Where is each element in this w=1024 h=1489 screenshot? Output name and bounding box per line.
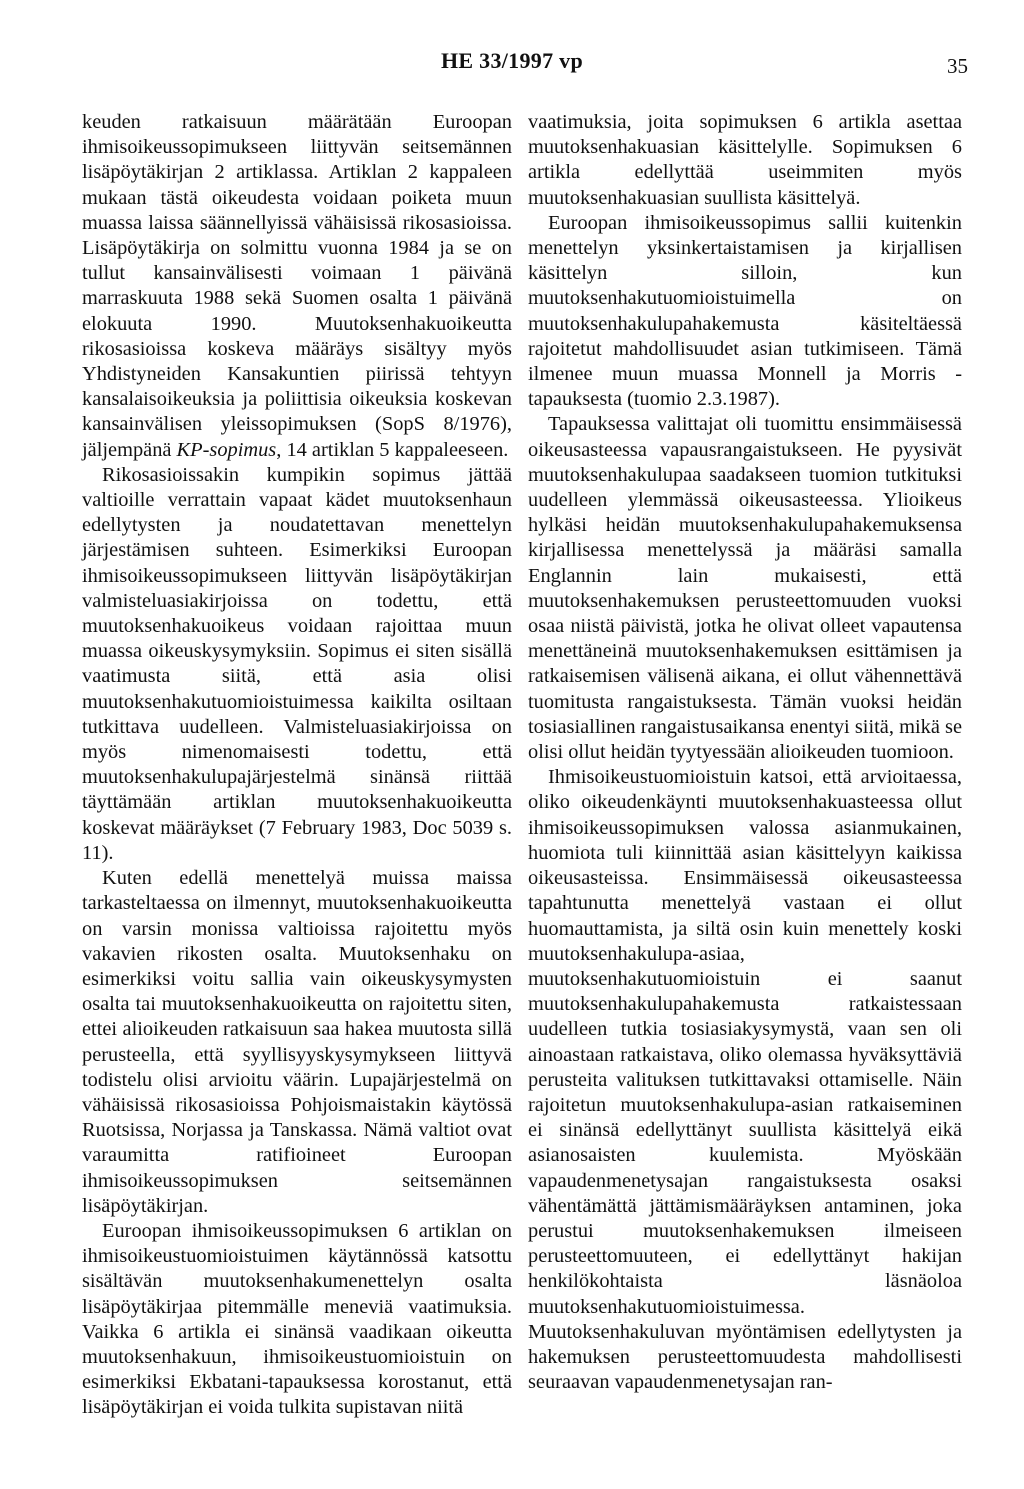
paragraph: keuden ratkaisuun määrätään Euroopan ihmisoikeussopimukseen liittyvän seitsemännen lisäpöytäkirjan 2 artiklassa. Artiklan 2 kappaleen mukaan tästä oikeudesta voidaan poiketa muun muassa laissa säännellyissä vähäisissä rikosasioissa. Lisäpöytäkirja on solmittu vuonna 1984 ja se on tullut kansainvälisesti voimaan 1 päivänä marraskuuta 1988 sekä Suomen osalta 1 päivänä elokuuta 1990. Muutoksenhakuoikeutta rikosasioissa koskeva määräys sisältyy myös Yhdistyneiden Kansakuntien piirissä tehtyyn kansalaisoikeuksia ja poliittisia oikeuksia koskevan kansainvälisen yleissopimuksen (SopS 8/1976), jäljempänä KP-sopimus, 14 artiklan 5 kappaleeseen.	[82, 111, 512, 461]
page-header	[0, 48, 1024, 88]
right-column	[528, 110, 962, 1395]
paragraph: Euroopan ihmisoikeussopimuksen 6 artiklan on ihmisoikeustuomioistuimen käytännössä katsottu sisältävän muutoksenhakumenettelyn osalta lisäpöytäkirjaa pitemmälle meneviä vaatimuksia. Vaikka 6 artikla ei sinänsä vaadikaan oikeutta muutoksenhakuun, ihmisoikeustuomioistuin on esimerkiksi Ekbatani-tapauksessa korostanut, että lisäpöytäkirjan ei voida tulkita supistavan niitä	[82, 1219, 512, 1419]
paragraph: Rikosasioissakin kumpikin sopimus jättää valtioille verrattain vapaat kädet muutoksenhaun edellytysten ja noudatettavan menettelyn järjestämisen suhteen. Esimerkiksi Euroopan ihmisoikeussopimukseen liittyvän lisäpöytäkirjan valmisteluasiakirjoissa on todettu, että muutoksenhakuoikeus voidaan rajoittaa muun muassa oikeuskysymyksiin. Sopimus ei siten sisällä vaatimusta siitä, että asia olisi muutoksenhakutuomioistuimessa kaikilta osiltaan tutkittava uudelleen. Valmisteluasiakirjoissa on myös nimenomaisesti todettu, että muutoksenhakulupajärjestelmä sinänsä riittää täyttämään artiklan muutoksenhakuoikeutta koskevat määräykset (7 February 1983, Doc 5039 s. 11).	[82, 463, 512, 864]
page-number: 35	[947, 54, 968, 78]
paragraph: Kuten edellä menettelyä muissa maissa tarkasteltaessa on ilmennyt, muutoksenhakuoikeutta on varsin monissa valtioissa rajoitettu myös vakavien rikosten osalta. Muutoksenhaku on esimerkiksi voitu sallia vain oikeuskysymysten osalta tai muutoksenhakuoikeutta on rajoitettu siten, ettei alioikeuden ratkaisuun saa hakea muutosta sillä perusteella, että syyllisyyskysymykseen liittyvä todistelu olisi arvioitu väärin. Lupajärjestelmä on vähäisissä rikosasioissa Pohjoismaistakin käytössä Ruotsissa, Norjassa ja Tanskassa. Nämä valtiot ovat varaumitta ratifioineet Euroopan ihmisoikeussopimuksen seitsemännen lisäpöytäkirjan.	[82, 867, 512, 1217]
paragraph: Euroopan ihmisoikeussopimus sallii kuitenkin menettelyn yksinkertaistamisen ja kirjallisen käsittelyn silloin, kun muutoksenhakutuomioistuimella on muutoksenhakulupahakemusta käsiteltäessä rajoitetut mahdollisuudet asian tutkimiseen. Tämä ilmenee muun muassa Monnell ja Morris -tapauksesta (tuomio 2.3.1987).	[528, 211, 962, 411]
document-identifier: HE 33/1997 vp	[440, 48, 584, 73]
italic-term: KP-sopimus	[176, 438, 277, 461]
paragraph: Ihmisoikeustuomioistuin katsoi, että arvioitaessa, oliko oikeudenkäynti muutoksenhakuasteessa ollut ihmisoikeussopimuksen valossa asianmukainen, huomiota tuli kiinnittää asian käsittelyyn kaikissa oikeusasteissa. Ensimmäisessä oikeusasteessa tapahtunutta menettelyä vastaan ei ollut huomauttamista, ja siltä osin kuin menettely koski muutoksenhakulupa-asiaa, muutoksenhakutuomioistuin ei saanut muutoksenhakulupahakemusta ratkaistessaan uudelleen tutkia tosiasiakysymystä, vaan sen oli ainoastaan ratkaistava, oliko olemassa hyväksyttäviä perusteita valituksen tutkittavaksi ottamiselle. Näin rajoitetun muutoksenhakulupa-asian ratkaiseminen ei sinänsä edellyttänyt suullista käsittelyä eikä asianosaisten kuulemista. Myöskään vapaudenmenetysajan rangaistuksesta osaksi vähentämättä jättämismääräyksen antaminen, joka perustui muutoksenhakemuksen ilmeiseen perusteettomuuteen, ei edellyttänyt hakijan henkilökohtaista läsnäoloa muutoksenhakutuomioistuimessa. Muutoksenhakuluvan myöntämisen edellytysten ja hakemuksen perusteettomuudesta mahdollisesti seuraavan vapaudenmenetysajan ran-	[528, 766, 962, 1394]
left-column	[82, 110, 512, 1421]
paragraph: Tapauksessa valittajat oli tuomittu ensimmäisessä oikeusasteessa vapausrangaistukseen. He pyysivät muutoksenhakulupaa saadakseen tuomion tutkituksi uudelleen ylemmässä oikeusasteessa. Ylioikeus hylkäsi heidän muutoksenhakulupahakemuksensa kirjallisessa menettelyssä ja määräsi samalla Englannin lain mukaisesti, että muutoksenhakemuksen perusteettomuuden vuoksi osaa niistä päivistä, jotka he olivat olleet vapautensa menettäneinä muutoksenhakemuksen esittämisen ja ratkaisemisen välisenä aikana, ei ollut vähennettävä tuomitusta rangaistuksesta. Tämän vuoksi heidän tosiasiallinen rangaistusaikansa enentyi siitä, mikä se olisi ollut heidän tyytyessään alioikeuden tuomioon.	[528, 413, 962, 764]
paragraph: vaatimuksia, joita sopimuksen 6 artikla asettaa muutoksenhakuasian käsittelylle. Sopimuksen 6 artikla edellyttää useimmiten myös muutoksenhakuasian suullista käsittelyä.	[528, 111, 962, 209]
